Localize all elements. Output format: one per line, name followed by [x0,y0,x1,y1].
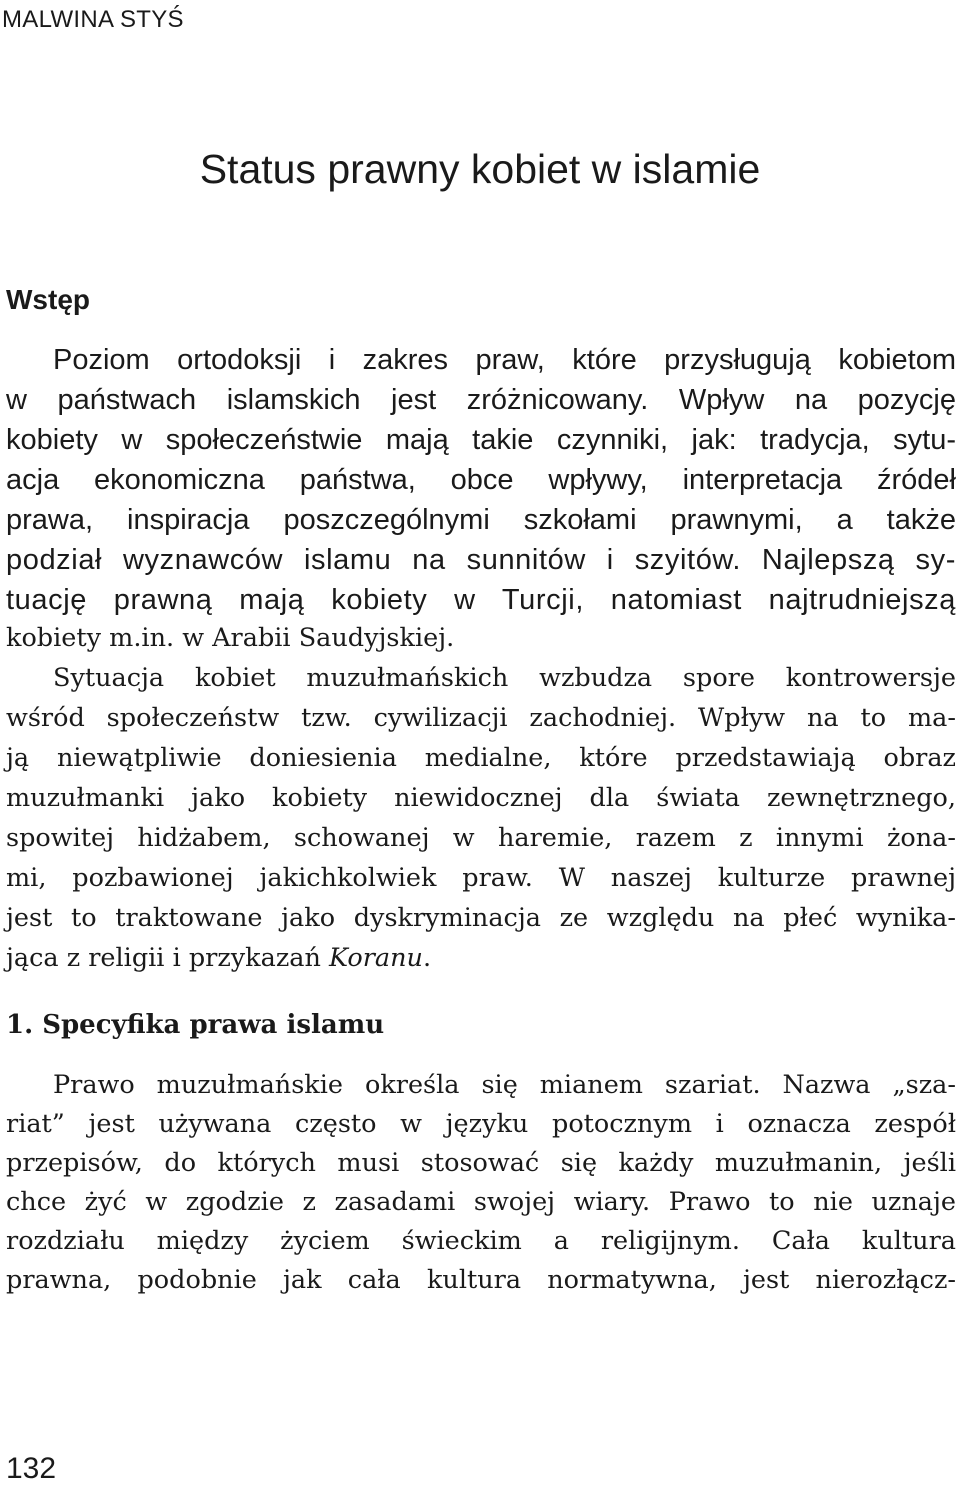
body-line: wśród społeczeństw tzw. cywilizacji zachodniej. Wpływ na to ma- [6,703,956,733]
body-line: kobiety m.in. w Arabii Saudyjskiej. [6,623,455,653]
body-line: riat” jest używana często w języku potocznym i oznacza zespół [6,1109,956,1139]
running-head: MALWINA STYŚ [2,6,184,33]
section-heading-intro: Wstęp [6,284,90,315]
body-line: spowitej hidżabem, schowanej w haremie, razem z innymi żona- [6,823,956,853]
sentence-period: . [422,943,432,973]
body-line: przepisów, do których musi stosować się każdy muzułmanin, jeśli [6,1148,956,1178]
body-line-text: jąca z religii i przykazań [6,943,330,973]
body-line: acja ekonomiczna państwa, obce wpływy, interpretacja źródeł [6,464,956,496]
body-line-last [6,938,956,978]
page-title [0,146,960,193]
page-title-text: Status prawny kobiet w islamie [199,146,761,192]
body-line: kobiety w społeczeństwie mają takie czynniki, jak: tradycja, sytu- [6,424,956,456]
body-line: prawna, podobnie jak cała kultura normatywna, jest nierozłącz- [6,1265,956,1295]
body-line: jest to traktowane jako dyskryminacja ze względu na płeć wynika- [6,903,956,933]
body-line: prawa, inspiracja poszczególnymi szkołami prawnymi, a także [6,504,956,536]
body-line: chce żyć w zgodzie z zasadami swojej wiary. Prawo to nie uznaje [6,1187,956,1217]
body-line: muzułmanki jako kobiety niewidocznej dla świata zewnętrznego, [6,783,956,813]
section-heading-1: 1. Specyfika prawa islamu [6,1010,385,1040]
body-line: ją niewątpliwie doniesienia medialne, które przedstawiają obraz [6,743,956,773]
body-line: rozdziału między życiem świeckim a religijnym. Cała kultura [6,1226,956,1256]
body-line: podział wyznawców islamu na sunnitów i szyitów. Najlepszą sy- [6,544,956,576]
body-line: Poziom ortodoksji i zakres praw, które przysługują kobietom [53,344,956,376]
body-line: w państwach islamskich jest zróżnicowany. Wpływ na pozycję [6,384,956,416]
body-line: Prawo muzułmańskie określa się mianem szariat. Nazwa „sza- [53,1070,956,1100]
body-line: tuację prawną mają kobiety w Turcji, natomiast najtrudniejszą [6,584,956,616]
body-line: mi, pozbawionej jakichkolwiek praw. W naszej kulturze prawnej [6,863,956,893]
body-line: Sytuacja kobiet muzułmańskich wzbudza spore kontrowersje [53,663,956,693]
page-number: 132 [6,1452,57,1485]
italic-book-title: Koranu [329,943,423,973]
